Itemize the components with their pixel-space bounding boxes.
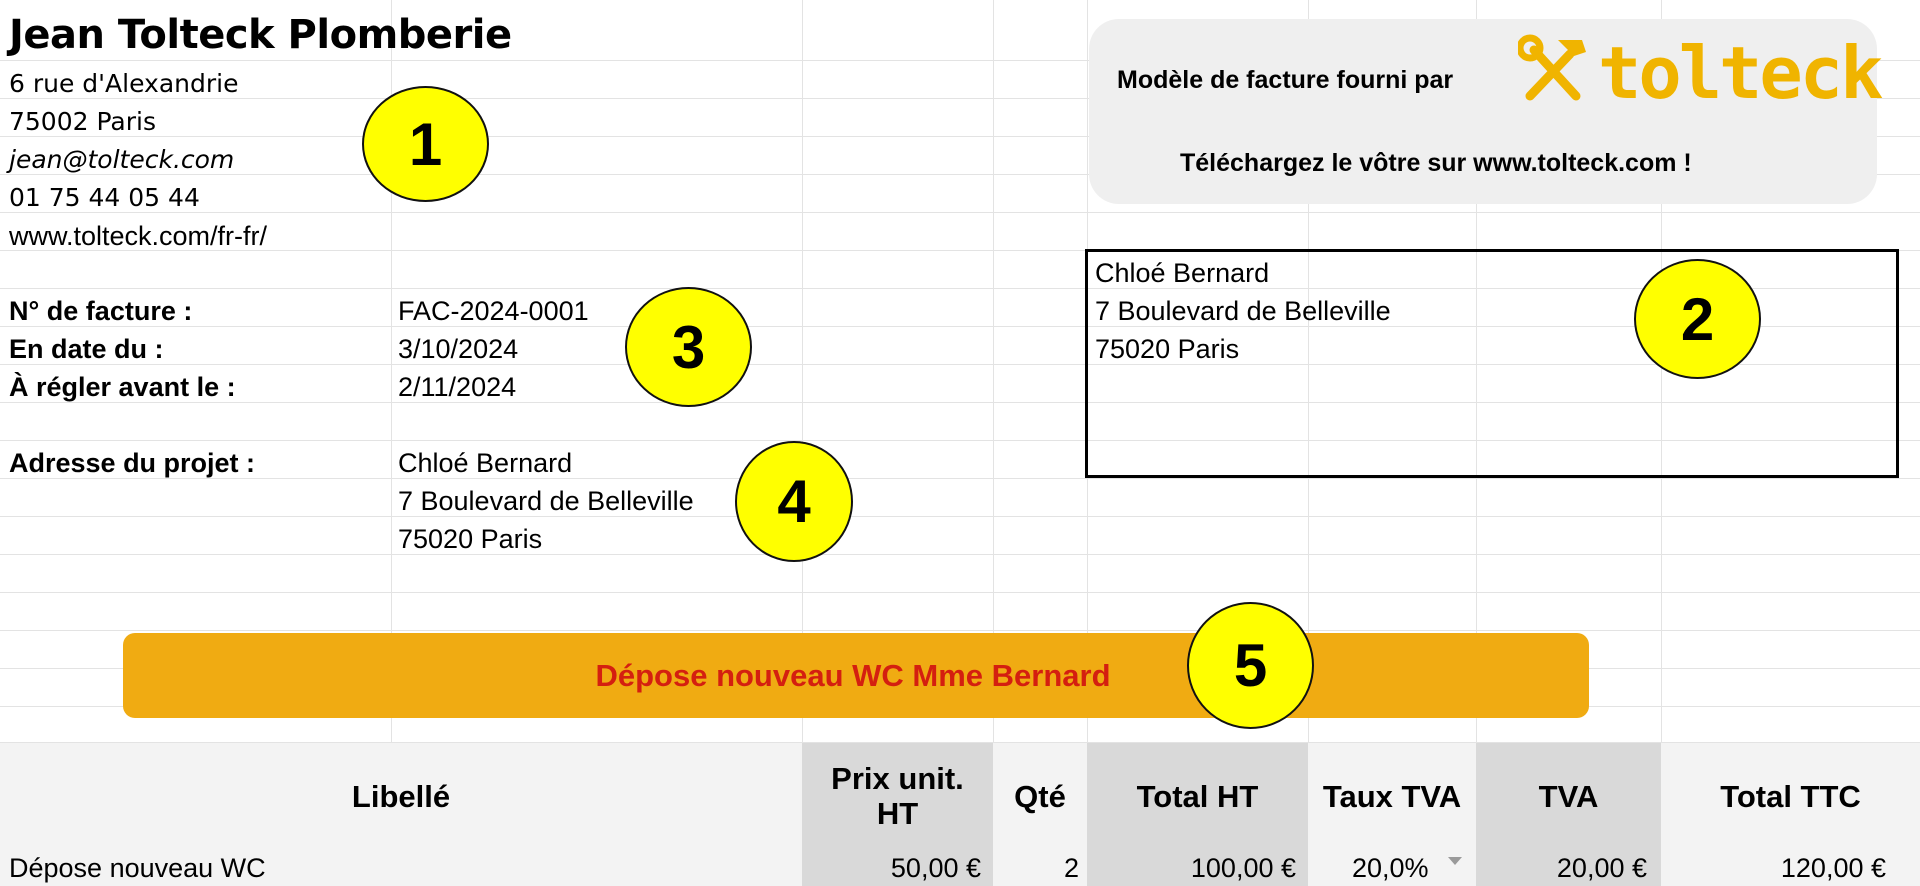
promo-provided-by: Modèle de facture fourni par (1117, 66, 1454, 94)
row-total-ht: 100,00 € (1087, 851, 1308, 886)
client-name[interactable]: Chloé Bernard (1095, 258, 1270, 288)
logo-wordmark: tolteck (1598, 30, 1881, 115)
header-unit-price-line1: Prix unit. (831, 761, 964, 797)
invoice-number[interactable]: FAC-2024-0001 (398, 296, 589, 326)
project-city[interactable]: 75020 Paris (398, 524, 543, 554)
marker-4: 4 (735, 441, 853, 562)
invoice-due-label: À régler avant le : (9, 372, 236, 402)
header-unit-price-line2: HT (876, 796, 919, 831)
header-label: Libellé (0, 743, 802, 851)
sender-street: 6 rue d'Alexandrie (9, 69, 239, 98)
promo-download: Téléchargez le vôtre sur www.tolteck.com ! (1180, 149, 1692, 177)
header-qty: Qté (993, 743, 1087, 851)
row-vat: 20,00 € (1476, 851, 1661, 886)
project-address-label: Adresse du projet : (9, 448, 256, 478)
sender-email: jean@tolteck.com (9, 145, 235, 174)
header-vat: TVA (1476, 743, 1661, 851)
sender-website: www.tolteck.com/fr-fr/ (9, 221, 268, 251)
header-total-ttc: Total TTC (1661, 743, 1920, 851)
invoice-date[interactable]: 3/10/2024 (398, 334, 519, 364)
project-name[interactable]: Chloé Bernard (398, 448, 573, 478)
hammer-wrench-icon (1518, 34, 1588, 111)
header-unit-price (802, 743, 993, 851)
dropdown-arrow-icon[interactable] (1448, 857, 1462, 865)
sender-phone: 01 75 44 05 44 (9, 183, 200, 212)
table-header (0, 743, 1920, 851)
invoice-date-label: En date du : (9, 334, 164, 364)
row-qty[interactable]: 2 (993, 851, 1087, 886)
company-name: Jean Tolteck Plomberie (9, 12, 512, 58)
project-street[interactable]: 7 Boulevard de Belleville (398, 486, 694, 516)
client-city[interactable]: 75020 Paris (1095, 334, 1240, 364)
marker-1: 1 (362, 86, 489, 202)
tolteck-logo[interactable] (1518, 30, 1881, 115)
marker-2: 2 (1634, 259, 1761, 379)
invoice-due-date[interactable]: 2/11/2024 (398, 372, 517, 402)
project-title: Dépose nouveau WC Mme Bernard (595, 657, 1111, 693)
row-unit-price[interactable]: 50,00 € (802, 851, 993, 886)
row-label[interactable]: Dépose nouveau WC (0, 851, 802, 886)
project-title-banner[interactable] (123, 633, 1589, 718)
invoice-number-label: N° de facture : (9, 296, 193, 326)
row-total-ttc: 120,00 € (1661, 851, 1920, 886)
client-street[interactable]: 7 Boulevard de Belleville (1095, 296, 1391, 326)
marker-5: 5 (1187, 602, 1314, 729)
row-vat-rate-select[interactable] (1308, 851, 1476, 886)
marker-3: 3 (625, 287, 752, 407)
row-vat-rate: 20,0% (1352, 853, 1429, 883)
sender-city: 75002 Paris (9, 107, 156, 136)
header-vat-rate: Taux TVA (1308, 743, 1476, 851)
header-total-ht: Total HT (1087, 743, 1308, 851)
